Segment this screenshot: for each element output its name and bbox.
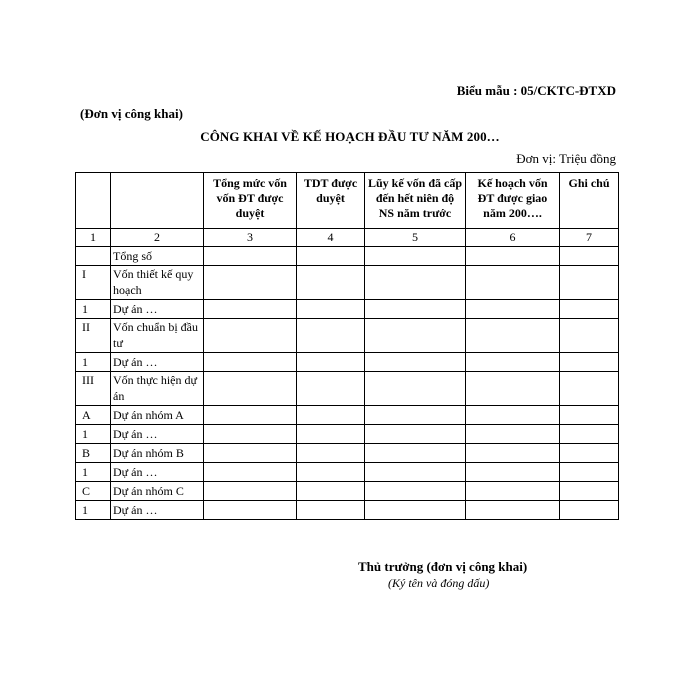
column-number: 2 <box>111 229 204 247</box>
row-content-cell: Dự án nhóm B <box>111 444 204 463</box>
empty-value-cell <box>204 300 297 319</box>
empty-value-cell <box>560 463 619 482</box>
column-number: 4 <box>297 229 365 247</box>
empty-value-cell <box>297 372 365 406</box>
row-content-cell: Dự án … <box>111 501 204 520</box>
empty-value-cell <box>466 406 560 425</box>
row-index-cell: II <box>76 319 111 353</box>
column-number-row <box>76 229 619 247</box>
column-number: 3 <box>204 229 297 247</box>
row-content-cell: Vốn chuẩn bị đầu tư <box>111 319 204 353</box>
empty-value-cell <box>365 501 466 520</box>
empty-value-cell <box>297 266 365 300</box>
empty-value-cell <box>560 353 619 372</box>
column-header: Tổng mức vốn vốn ĐT được duyệt <box>204 173 297 229</box>
empty-value-cell <box>204 482 297 501</box>
empty-value-cell <box>365 444 466 463</box>
empty-value-cell <box>297 425 365 444</box>
empty-value-cell <box>204 353 297 372</box>
table-row <box>76 482 619 501</box>
empty-value-cell <box>204 463 297 482</box>
empty-value-cell <box>297 300 365 319</box>
empty-value-cell <box>365 372 466 406</box>
row-index-cell: III <box>76 372 111 406</box>
empty-value-cell <box>297 444 365 463</box>
empty-value-cell <box>297 319 365 353</box>
column-header: Ghi chú <box>560 173 619 229</box>
row-index-cell: 1 <box>76 501 111 520</box>
empty-value-cell <box>204 372 297 406</box>
table-row <box>76 300 619 319</box>
row-content-cell: Dự án nhóm C <box>111 482 204 501</box>
empty-value-cell <box>466 319 560 353</box>
row-content-cell: Dự án … <box>111 463 204 482</box>
form-code: Biểu mẫu : 05/CKTC-ĐTXD <box>456 83 616 98</box>
empty-value-cell <box>204 319 297 353</box>
row-index-cell <box>76 247 111 266</box>
column-header: TDT được duyệt <box>297 173 365 229</box>
empty-value-cell <box>297 353 365 372</box>
table-row <box>76 444 619 463</box>
empty-value-cell <box>204 266 297 300</box>
empty-value-cell <box>560 406 619 425</box>
empty-value-cell <box>466 425 560 444</box>
empty-value-cell <box>297 501 365 520</box>
row-content-cell: Vốn thực hiện dự án <box>111 372 204 406</box>
row-index-cell: 1 <box>76 300 111 319</box>
row-index-cell: 1 <box>76 425 111 444</box>
empty-value-cell <box>365 463 466 482</box>
table-row <box>76 247 619 266</box>
empty-value-cell <box>466 266 560 300</box>
column-header: Lũy kế vốn đã cấp đến hết niên độ NS năm trước <box>365 173 466 229</box>
row-content-cell: Dự án … <box>111 300 204 319</box>
column-header <box>111 173 204 229</box>
empty-value-cell <box>365 266 466 300</box>
empty-value-cell <box>204 444 297 463</box>
empty-value-cell <box>466 482 560 501</box>
column-header: Kế hoạch vốn ĐT được giao năm 200…. <box>466 173 560 229</box>
row-index-cell: 1 <box>76 353 111 372</box>
empty-value-cell <box>560 425 619 444</box>
row-content-cell: Vốn thiết kế quy hoạch <box>111 266 204 300</box>
column-number: 7 <box>560 229 619 247</box>
empty-value-cell <box>365 482 466 501</box>
empty-value-cell <box>297 463 365 482</box>
table-row <box>76 406 619 425</box>
row-content-cell: Dự án nhóm A <box>111 406 204 425</box>
empty-value-cell <box>466 463 560 482</box>
empty-value-cell <box>297 247 365 266</box>
table-row <box>76 501 619 520</box>
empty-value-cell <box>204 501 297 520</box>
empty-value-cell <box>560 266 619 300</box>
row-content-cell: Dự án … <box>111 353 204 372</box>
row-index-cell: I <box>76 266 111 300</box>
row-index-cell: B <box>76 444 111 463</box>
empty-value-cell <box>466 353 560 372</box>
signature-title: Thủ trưởng (đơn vị công khai) <box>358 559 528 574</box>
currency-unit: Đơn vị: Triệu đồng <box>516 151 616 166</box>
table-row <box>76 266 619 300</box>
row-index-cell: A <box>76 406 111 425</box>
empty-value-cell <box>204 406 297 425</box>
empty-value-cell <box>365 300 466 319</box>
column-number: 6 <box>466 229 560 247</box>
empty-value-cell <box>365 425 466 444</box>
column-number: 5 <box>365 229 466 247</box>
empty-value-cell <box>560 319 619 353</box>
empty-value-cell <box>560 444 619 463</box>
table-row <box>76 372 619 406</box>
issuing-unit: (Đơn vị công khai) <box>80 106 183 121</box>
document-title: CÔNG KHAI VỀ KẾ HOẠCH ĐẦU TƯ NĂM 200… <box>200 129 500 144</box>
empty-value-cell <box>297 482 365 501</box>
empty-value-cell <box>297 406 365 425</box>
empty-value-cell <box>365 406 466 425</box>
empty-value-cell <box>204 425 297 444</box>
empty-value-cell <box>466 300 560 319</box>
empty-value-cell <box>204 247 297 266</box>
row-content-cell: Dự án … <box>111 425 204 444</box>
empty-value-cell <box>365 247 466 266</box>
signature-note: (Ký tên và đóng dấu) <box>388 576 490 590</box>
row-content-cell: Tổng số <box>111 247 204 266</box>
table-row <box>76 425 619 444</box>
table-row <box>76 353 619 372</box>
empty-value-cell <box>466 247 560 266</box>
empty-value-cell <box>466 372 560 406</box>
empty-value-cell <box>560 501 619 520</box>
column-header <box>76 173 111 229</box>
investment-plan-table <box>75 172 619 520</box>
row-index-cell: C <box>76 482 111 501</box>
empty-value-cell <box>560 372 619 406</box>
empty-value-cell <box>466 501 560 520</box>
column-number: 1 <box>76 229 111 247</box>
table-row <box>76 463 619 482</box>
empty-value-cell <box>560 482 619 501</box>
empty-value-cell <box>560 300 619 319</box>
empty-value-cell <box>466 444 560 463</box>
table-header-row <box>76 173 619 229</box>
empty-value-cell <box>560 247 619 266</box>
row-index-cell: 1 <box>76 463 111 482</box>
table-row <box>76 319 619 353</box>
empty-value-cell <box>365 353 466 372</box>
empty-value-cell <box>365 319 466 353</box>
